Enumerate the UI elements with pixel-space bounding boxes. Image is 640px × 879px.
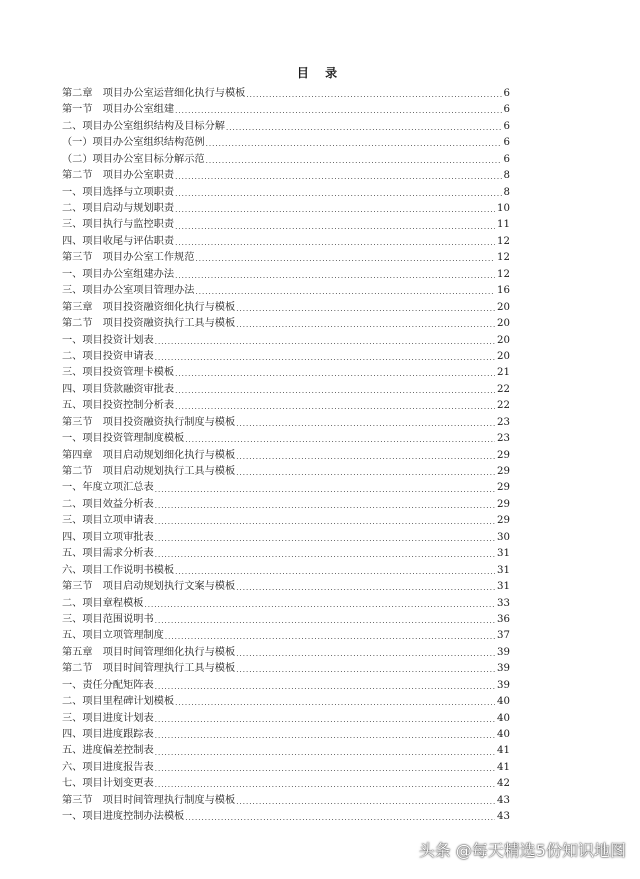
- toc-entry-page-number: 36: [497, 613, 510, 625]
- toc-entry[interactable]: [62, 661, 510, 677]
- toc-entry-page-number: 6: [503, 153, 510, 165]
- toc-entry-page-number: 39: [497, 646, 510, 658]
- toc-entry[interactable]: [62, 776, 510, 792]
- toc-leader-dots: [236, 645, 495, 661]
- toc-entry-label: 二、项目里程碑计划模板: [62, 696, 175, 708]
- toc-leader-dots: [155, 612, 495, 628]
- toc-entry[interactable]: [62, 678, 510, 694]
- toc-entry-page-number: 22: [497, 400, 510, 412]
- toc-entry[interactable]: [62, 102, 510, 118]
- toc-leader-dots: [175, 102, 501, 118]
- toc-leader-dots: [236, 448, 495, 464]
- toc-entry-page-number: 29: [497, 466, 510, 478]
- toc-entry-page-number: 21: [497, 367, 510, 379]
- toc-entry[interactable]: [62, 464, 510, 480]
- toc-entry-label: 五、项目需求分析表: [62, 548, 154, 560]
- toc-entry-page-number: 8: [503, 170, 510, 182]
- toc-entry-label: 第三节 项目办公室工作规范: [62, 252, 195, 264]
- toc-entry-page-number: 20: [497, 318, 510, 330]
- toc-entry-page-number: 20: [497, 301, 510, 313]
- toc-entry-label: 第二章 项目办公室运营细化执行与模板: [62, 87, 246, 99]
- toc-leader-dots: [175, 382, 495, 398]
- toc-entry-page-number: 41: [497, 745, 510, 757]
- toc-leader-dots: [175, 563, 495, 579]
- toc-entry[interactable]: [62, 497, 510, 513]
- toc-leader-dots: [145, 596, 496, 612]
- toc-entry-label: 一、项目选择与立项职责: [62, 186, 175, 198]
- toc-entry-label: 第三节 项目投资融资执行制度与模板: [62, 416, 236, 428]
- toc-entry-page-number: 39: [497, 663, 510, 675]
- toc-leader-dots: [175, 168, 501, 184]
- toc-leader-dots: [175, 365, 495, 381]
- toc-entry[interactable]: [62, 382, 510, 398]
- toc-entry[interactable]: [62, 596, 510, 612]
- toc-leader-dots: [195, 250, 495, 266]
- toc-entry-page-number: 42: [497, 778, 510, 790]
- toc-leader-dots: [155, 776, 495, 792]
- toc-entry-page-number: 20: [497, 334, 510, 346]
- toc-leader-dots: [236, 464, 495, 480]
- toc-leader-dots: [195, 283, 495, 299]
- toc-entry-page-number: 29: [497, 449, 510, 461]
- toc-leader-dots: [155, 711, 495, 727]
- toc-leader-dots: [236, 415, 495, 431]
- toc-entry-page-number: 23: [497, 416, 510, 428]
- toc-leader-dots: [236, 793, 495, 809]
- toc-entry-page-number: 29: [497, 498, 510, 510]
- toc-entry-page-number: 31: [497, 564, 510, 576]
- toc-entry-label: （二）项目办公室目标分解示范: [62, 153, 205, 165]
- toc-entry-page-number: 23: [497, 433, 510, 445]
- toc-leader-dots: [155, 678, 495, 694]
- toc-entry-label: 第四章 项目启动规划细化执行与模板: [62, 449, 236, 461]
- watermark: 头条 @每天精选5份知识地图: [418, 841, 626, 860]
- toc-entry[interactable]: [62, 415, 510, 431]
- toc-entry-label: 第二节 项目办公室职责: [62, 170, 175, 182]
- toc-entry[interactable]: [62, 234, 510, 250]
- toc-entry-label: 一、年度立项汇总表: [62, 482, 154, 494]
- toc-leader-dots: [236, 316, 495, 332]
- toc-leader-dots: [175, 218, 495, 234]
- toc-leader-dots: [155, 727, 495, 743]
- toc-leader-dots: [226, 119, 502, 135]
- toc-entry-label: 三、项目范围说明书: [62, 613, 154, 625]
- toc-entry[interactable]: [62, 694, 510, 710]
- toc-entry-label: 三、项目投资管理卡模板: [62, 367, 175, 379]
- toc-leader-dots: [175, 234, 495, 250]
- toc-entry-label: 第二节 项目启动规划执行工具与模板: [62, 466, 236, 478]
- toc-entry-label: 三、项目进度计划表: [62, 712, 154, 724]
- toc-entry-label: 三、项目办公室项目管理办法: [62, 285, 195, 297]
- toc-leader-dots: [175, 267, 495, 283]
- toc-entry[interactable]: [62, 513, 510, 529]
- toc-entry-label: 一、项目办公室组建办法: [62, 268, 175, 280]
- toc-entry-label: 七、项目计划变更表: [62, 778, 154, 790]
- toc-entry-label: 四、项目进度跟踪表: [62, 729, 154, 741]
- toc-entry[interactable]: [62, 300, 510, 316]
- toc-entry-page-number: 6: [503, 87, 510, 99]
- toc-entry[interactable]: [62, 628, 510, 644]
- toc-entry[interactable]: [62, 645, 510, 661]
- toc-entry-page-number: 43: [497, 811, 510, 823]
- toc-entry-label: 二、项目启动与规划职责: [62, 203, 175, 215]
- toc-leader-dots: [155, 481, 495, 497]
- toc-entry[interactable]: [62, 333, 510, 349]
- toc-entry-label: 第三节 项目启动规划执行文案与模板: [62, 581, 236, 593]
- toc-entry-label: 三、项目立项申请表: [62, 515, 154, 527]
- toc-entry[interactable]: [62, 727, 510, 743]
- toc-entry[interactable]: [62, 431, 510, 447]
- toc-entry[interactable]: [62, 744, 510, 760]
- toc-list: [62, 86, 510, 826]
- toc-entry[interactable]: [62, 201, 510, 217]
- toc-entry-label: 一、责任分配矩阵表: [62, 679, 154, 691]
- toc-entry[interactable]: [62, 250, 510, 266]
- toc-entry[interactable]: [62, 546, 510, 562]
- toc-entry-page-number: 20: [497, 350, 510, 362]
- toc-entry-label: 第一节 项目办公室组建: [62, 104, 175, 116]
- toc-entry-page-number: 6: [503, 137, 510, 149]
- toc-leader-dots: [155, 546, 495, 562]
- toc-entry[interactable]: [62, 793, 510, 809]
- toc-entry-label: 六、项目进度报告表: [62, 761, 154, 773]
- toc-entry-page-number: 40: [497, 729, 510, 741]
- toc-entry-page-number: 29: [497, 515, 510, 527]
- toc-entry-label: 一、项目进度控制办法模板: [62, 811, 185, 823]
- toc-entry-label: 五、项目立项管理制度: [62, 630, 164, 642]
- toc-entry-label: （一）项目办公室组织结构范例: [62, 137, 205, 149]
- toc-entry[interactable]: [62, 711, 510, 727]
- toc-entry-page-number: 12: [497, 268, 510, 280]
- toc-entry-label: 五、项目投资控制分析表: [62, 400, 175, 412]
- toc-entry-page-number: 16: [497, 285, 510, 297]
- toc-entry-label: 二、项目章程模板: [62, 597, 144, 609]
- toc-entry-page-number: 31: [497, 548, 510, 560]
- toc-leader-dots: [155, 744, 495, 760]
- toc-entry[interactable]: [62, 530, 510, 546]
- toc-entry[interactable]: [62, 283, 510, 299]
- toc-leader-dots: [155, 497, 495, 513]
- toc-leader-dots: [155, 760, 495, 776]
- toc-entry-page-number: 29: [497, 482, 510, 494]
- toc-entry[interactable]: [62, 135, 510, 151]
- toc-entry-label: 二、项目投资申请表: [62, 350, 154, 362]
- toc-entry-page-number: 39: [497, 679, 510, 691]
- toc-entry[interactable]: [62, 185, 510, 201]
- toc-entry[interactable]: [62, 365, 510, 381]
- toc-entry[interactable]: [62, 579, 510, 595]
- toc-entry[interactable]: [62, 168, 510, 184]
- toc-entry-label: 四、项目贷款融资审批表: [62, 383, 175, 395]
- toc-entry-page-number: 33: [497, 597, 510, 609]
- toc-leader-dots: [206, 152, 502, 168]
- toc-leader-dots: [236, 661, 495, 677]
- toc-leader-dots: [246, 86, 501, 102]
- toc-entry-page-number: 40: [497, 696, 510, 708]
- toc-entry-label: 第三章 项目投资融资细化执行与模板: [62, 301, 236, 313]
- toc-entry-page-number: 11: [497, 219, 510, 231]
- toc-entry-label: 四、项目立项审批表: [62, 531, 154, 543]
- toc-entry-page-number: 6: [503, 120, 510, 132]
- toc-entry[interactable]: [62, 316, 510, 332]
- toc-entry-label: 一、项目投资计划表: [62, 334, 154, 346]
- toc-entry[interactable]: [62, 218, 510, 234]
- toc-entry-page-number: 22: [497, 383, 510, 395]
- toc-entry-label: 第五章 项目时间管理细化执行与模板: [62, 646, 236, 658]
- toc-entry-page-number: 41: [497, 761, 510, 773]
- toc-entry[interactable]: [62, 612, 510, 628]
- toc-leader-dots: [155, 530, 495, 546]
- toc-entry-label: 三、项目执行与监控职责: [62, 219, 175, 231]
- toc-leader-dots: [206, 135, 502, 151]
- toc-leader-dots: [175, 694, 495, 710]
- toc-entry[interactable]: [62, 809, 510, 825]
- toc-entry-label: 四、项目收尾与评估职责: [62, 235, 175, 247]
- toc-leader-dots: [185, 809, 495, 825]
- toc-leader-dots: [175, 398, 495, 414]
- toc-entry-page-number: 40: [497, 712, 510, 724]
- toc-entry-page-number: 10: [497, 203, 510, 215]
- toc-entry-page-number: 8: [503, 186, 510, 198]
- toc-entry[interactable]: [62, 398, 510, 414]
- toc-leader-dots: [236, 579, 495, 595]
- toc-title: 目 录: [296, 66, 344, 80]
- toc-entry-label: 第三节 项目时间管理执行制度与模板: [62, 794, 236, 806]
- toc-entry-label: 二、项目效益分析表: [62, 498, 154, 510]
- toc-entry[interactable]: [62, 119, 510, 135]
- toc-entry-page-number: 31: [497, 581, 510, 593]
- toc-entry-page-number: 30: [497, 531, 510, 543]
- toc-entry-page-number: 12: [497, 235, 510, 247]
- toc-entry[interactable]: [62, 563, 510, 579]
- toc-leader-dots: [155, 349, 495, 365]
- toc-leader-dots: [175, 185, 501, 201]
- toc-entry-label: 第二节 项目时间管理执行工具与模板: [62, 663, 236, 675]
- toc-entry-page-number: 43: [497, 794, 510, 806]
- toc-entry-page-number: 12: [497, 252, 510, 264]
- toc-leader-dots: [185, 431, 495, 447]
- toc-entry[interactable]: [62, 152, 510, 168]
- toc-leader-dots: [175, 201, 495, 217]
- toc-leader-dots: [155, 513, 495, 529]
- toc-entry[interactable]: [62, 448, 510, 464]
- toc-entry-label: 第二节 项目投资融资执行工具与模板: [62, 318, 236, 330]
- toc-entry-page-number: 6: [503, 104, 510, 116]
- toc-leader-dots: [165, 628, 495, 644]
- toc-entry-page-number: 37: [497, 630, 510, 642]
- toc-leader-dots: [155, 333, 495, 349]
- toc-entry[interactable]: [62, 760, 510, 776]
- toc-entry[interactable]: [62, 267, 510, 283]
- toc-entry-label: 六、项目工作说明书模板: [62, 564, 175, 576]
- toc-entry-label: 一、项目投资管理制度模板: [62, 433, 185, 445]
- toc-entry-label: 二、项目办公室组织结构及目标分解: [62, 120, 225, 132]
- toc-entry[interactable]: [62, 86, 510, 102]
- toc-entry-label: 五、进度偏差控制表: [62, 745, 154, 757]
- toc-entry[interactable]: [62, 481, 510, 497]
- toc-leader-dots: [236, 300, 495, 316]
- toc-entry[interactable]: [62, 349, 510, 365]
